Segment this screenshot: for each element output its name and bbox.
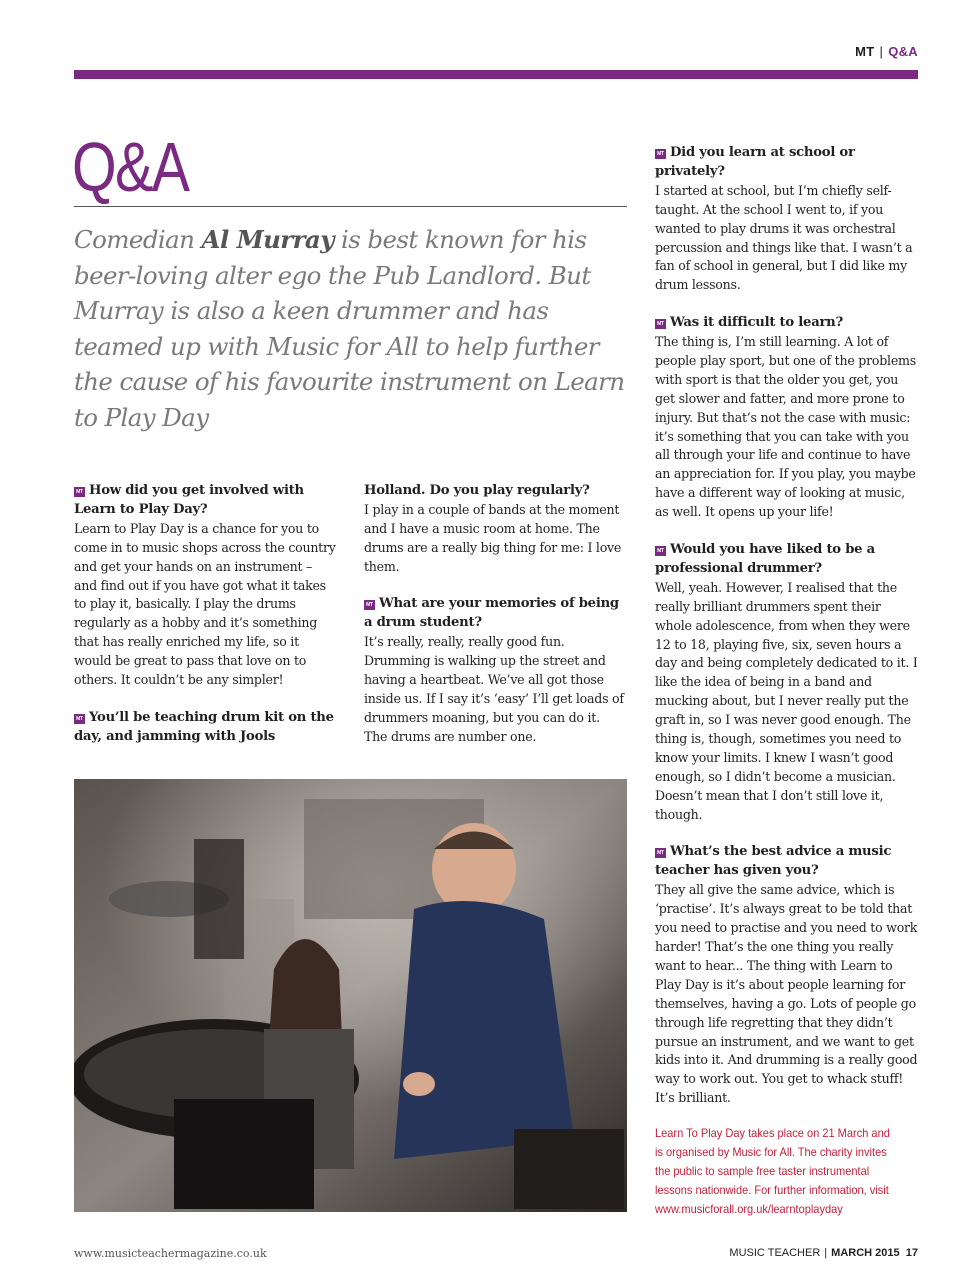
label-separator: | [879,44,884,59]
question-text: Did you learn at school or privately? [655,145,855,179]
question-text: Was it difficult to learn? [670,315,843,331]
answer: The thing is, I’m still learning. A lot of people play sport, but one of the problems with sport is that the older you get, you get slower and fatter, and more prone to injury. But that’s not the case with music: it’s something that you can take with you all through your life and continue to have an appreciation for. If you play, you maybe have a different way of looking at music, as well. It opens up your life! [655,334,916,520]
column-2 [364,482,626,766]
mt-badge-icon: MT [364,600,375,610]
answer: I play in a couple of bands at the moment and I have a music room at home. The drums are a really big thing for me: I love them. [364,501,622,574]
photo-drum-lesson [74,779,627,1212]
footer-url[interactable]: www.musicteachermagazine.co.uk [74,1247,267,1260]
question [655,843,920,881]
question [364,595,626,633]
question-continued: Holland. Do you play regularly? [364,483,590,498]
mt-badge-icon: MT [655,149,666,159]
column-3 [655,144,920,1127]
mt-badge-icon: MT [655,848,666,858]
answer: Learn to Play Day is a chance for you to come in to music shops across the country and get your hands on an instrument – and find out if you have got what it takes to play it, basically. I play the drums regularly as a hobby and it’s something that has really enriched my life, so it would be great to pass that love on to others. It couldn’t be any simpler! [74,520,336,688]
question [655,541,920,579]
standfirst-name: Al Murray [201,225,334,254]
question-text: You’ll be teaching drum kit on the day, and jamming with Jools [74,709,334,744]
photo-drum-lesson-icon [74,779,627,1212]
title-divider [74,206,627,207]
header-bar [74,70,918,79]
question-text: How did you get involved with Learn to Play Day? [74,483,304,517]
footer-folio [729,1247,918,1259]
question-text: What are your memories of being a drum student? [364,596,619,631]
answer: I started at school, but I’m chiefly self-taught. At the school I went to, if you wanted to play drums it was orchestral percussion and things like that. I wasn’t a fan of school in general, but I did like my drum lessons. [655,182,913,293]
question [655,144,920,182]
footer-magazine: MUSIC TEACHER [729,1247,821,1259]
question [74,482,336,520]
answer: Well, yeah. However, I realised that the really brilliant drummers spent their whole adolescence, from when they were 12 to 18, playing five, six, seven hours a day and being completely dedicated to it. I like the idea of being in a band and mucking about, but I never really put the graft in, so I was never good enough. The thing is, though, sometimes you need to know your limits. I knew I wasn’t good enough, so I didn’t become a musician. Doesn’t mean that I don’t still love it, though. [655,579,918,822]
answer: They all give the same advice, which is ‘practise’. It’s always great to be told that you need to practise and you need to work harder! That’s the one thing you really want to hear... The thing with Learn to Play Day is it’s about people learning for themselves, having a go. Lots of people go through life regretting that they didn’t pursue an instrument, and we want to get kids into it. And drumming is a really good way to work out. You get to whack stuff! It’s brilliant. [655,882,918,1106]
mt-badge-icon: MT [655,319,666,329]
question [74,709,336,747]
page-title: Q&A [72,128,189,206]
standfirst [74,222,634,435]
section-name: Q&A [888,44,918,59]
standfirst-post: is best known for his beer-loving alter ego the Pub Landlord. But Murray is also a keen drummer and has teamed up with Music for All to help further the cause of his favourite instrument on Learn to Play Day [74,225,625,432]
answer: It’s really, really, really good fun. Drumming is walking up the street and having a heartbeat. We’ve all got those inside us. If I say it’s ‘easy’ I’ll get loads of drummers moaning, but you can do it. The drums are number one. [364,634,624,744]
mt-badge-icon: MT [74,714,85,724]
column-1 [74,482,336,747]
event-note: Learn To Play Day takes place on 21 March and is organised by Music for All. The charity invites the public to sample free taster instrumental lessons nationwide. For further information, visit www.musicforall.org.uk/learntoplayday [655,1126,890,1216]
mt-badge-icon: MT [74,487,85,497]
footer-issue: MARCH 2015 [831,1247,900,1259]
question [655,314,920,333]
footer-separator: | [824,1247,828,1259]
mt-badge-icon: MT [655,546,666,556]
page-number: 17 [905,1247,918,1259]
standfirst-pre: Comedian [74,225,202,254]
question-text: Would you have liked to be a professional drummer? [655,542,875,576]
section-label [855,44,918,59]
brand-label: MT [855,44,875,59]
question-text: What’s the best advice a music teacher has given you? [655,844,892,879]
